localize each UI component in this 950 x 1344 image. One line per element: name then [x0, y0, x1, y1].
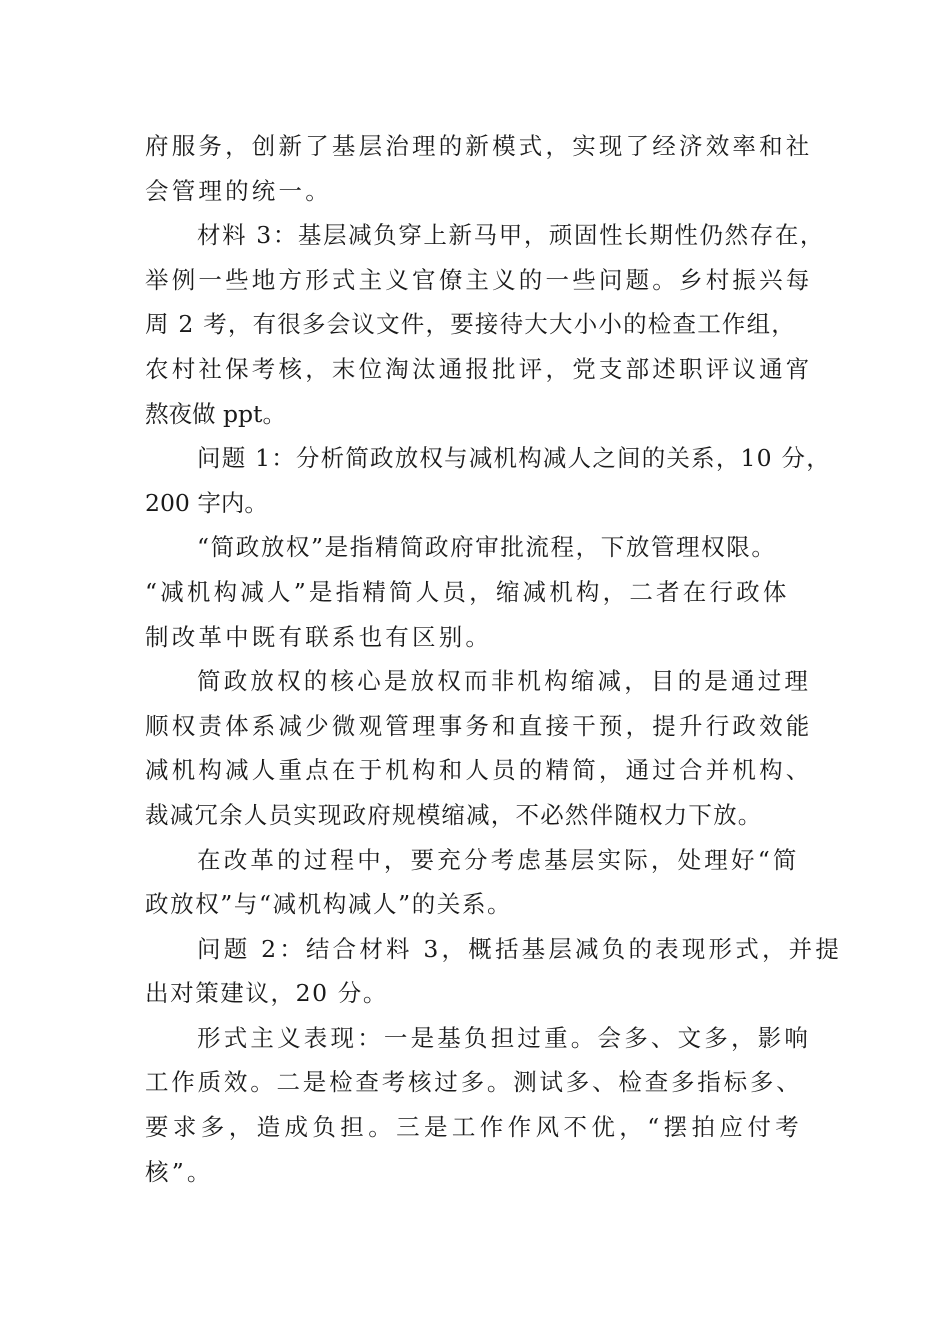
- text-line: 举例一些地方形式主义官僚主义的一些问题。乡村振兴每: [145, 265, 813, 294]
- text-line: 出对策建议，20 分。: [145, 979, 388, 1008]
- text-line: 政放权”与“减机构减人”的关系。: [145, 890, 513, 919]
- text-line: 核”。: [145, 1157, 214, 1186]
- text-line: 形式主义表现：一是基负担过重。会多、文多，影响: [197, 1023, 812, 1052]
- text-line: 周 2 考，有很多会议文件，要接待大大小小的检查工作组，: [145, 310, 796, 339]
- text-line: 材料 3：基层减负穿上新马甲，顽固性长期性仍然存在，: [197, 221, 826, 250]
- text-line: 农村社保考核，末位淘汰通报批评，党支部述职评议通宵: [145, 354, 813, 383]
- text-line: 简政放权的核心是放权而非机构缩减，目的是通过理: [197, 667, 812, 696]
- text-line: 府服务，创新了基层治理的新模式，实现了经济效率和社: [145, 132, 813, 160]
- text-line: “减机构减人”是指精简人员，缩减机构，二者在行政体: [145, 577, 790, 606]
- document-body: [145, 124, 843, 1194]
- text-line: 工作质效。二是检查考核过多。测试多、检查多指标多、: [145, 1068, 803, 1097]
- text-line: 在改革的过程中，要充分考虑基层实际，处理好“简: [197, 845, 800, 874]
- text-line: 熬夜做 ppt。: [145, 399, 286, 428]
- text-line: 顺权责体系减少微观管理事务和直接干预，提升行政效能: [145, 711, 813, 740]
- text-line: 裁减冗余人员实现政府规模缩减，不必然伴随权力下放。: [145, 800, 763, 829]
- text-line: 制改革中既有联系也有区别。: [145, 622, 493, 651]
- text-line: 200 字内。: [145, 488, 268, 517]
- text-line: 会管理的统一。: [145, 176, 332, 205]
- text-line: “简政放权”是指精简政府审批流程，下放管理权限。: [197, 533, 777, 562]
- text-line: 要求多，造成负担。三是工作作风不优，“摆拍应付考: [145, 1113, 804, 1142]
- text-line: 问题 2：结合材料 3，概括基层减负的表现形式，并提: [197, 934, 843, 963]
- text-line: 减机构减人重点在于机构和人员的精简，通过合并机构、: [145, 756, 813, 785]
- text-line: 问题 1：分析简政放权与减机构减人之间的关系，10 分，: [197, 444, 831, 473]
